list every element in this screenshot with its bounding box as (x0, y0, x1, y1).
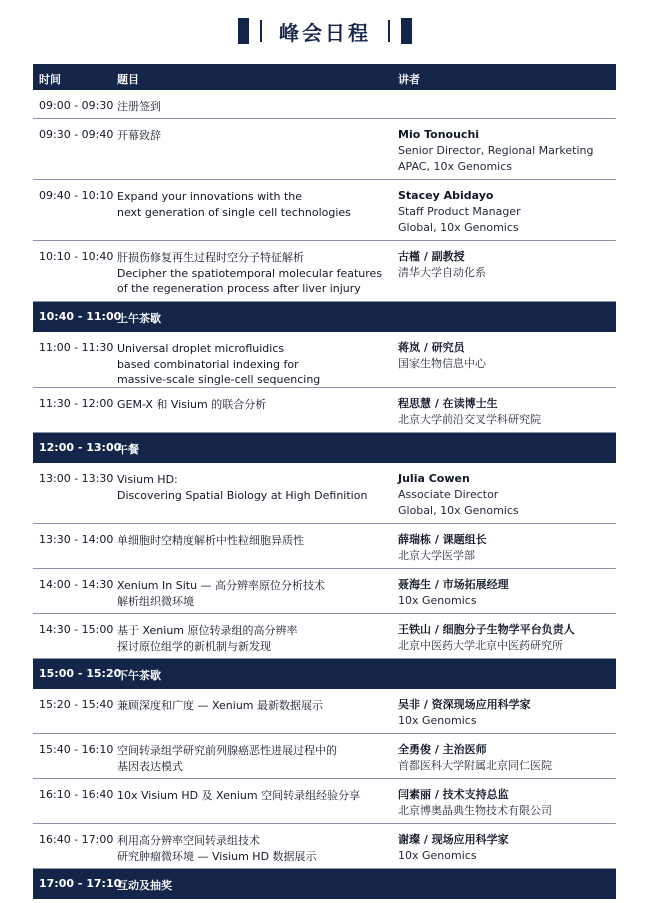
speaker-affiliation: 北京中医药大学北京中医药研究所 (398, 639, 563, 652)
speaker-cell (398, 188, 521, 236)
title-divider-left (260, 20, 262, 42)
session-time: 13:30 - 14:00 (39, 533, 114, 546)
speaker-cell (398, 622, 575, 654)
page-title-block (0, 16, 650, 46)
session-row (33, 779, 616, 824)
speaker-cell (398, 697, 531, 729)
session-time: 16:40 - 17:00 (39, 833, 114, 846)
speaker-affiliation: 10x Genomics (398, 849, 477, 862)
session-row (33, 180, 616, 241)
speaker-name: 全勇俊 / 主治医师 (398, 743, 487, 756)
session-row (33, 569, 616, 614)
page-title: 峰会日程 (279, 20, 371, 45)
speaker-cell (398, 340, 486, 372)
session-row (33, 119, 616, 180)
break-row (33, 302, 616, 332)
speaker-affiliation: 北京大学前沿交叉学科研究院 (398, 413, 541, 426)
session-topic: Expand your innovations with the next generation of single cell technologies (117, 190, 351, 219)
speaker-cell (398, 742, 552, 774)
speaker-affiliation: Staff Product Manager (398, 205, 521, 218)
speaker-affiliation: Global, 10x Genomics (398, 504, 519, 517)
speaker-name: 薛瑞栋 / 课题组长 (398, 533, 487, 546)
speaker-name: 王铁山 / 细胞分子生物学平台负责人 (398, 623, 575, 636)
session-topic: GEM-X 和 Visium 的联合分析 (117, 398, 267, 411)
speaker-name: Mio Tonouchi (398, 128, 480, 141)
session-topic: 肝损伤修复再生过程时空分子特征解析 Decipher the spatiotemporal molecular features of the regeneration process after liver injury (117, 251, 383, 295)
session-topic: 利用高分辨率空间转录组技术 研究肿瘤微环境 — Visium HD 数据展示 (117, 834, 317, 863)
session-topic: 开幕致辞 (117, 129, 161, 142)
speaker-cell (398, 787, 552, 819)
speaker-name: Stacey Abidayo (398, 189, 494, 202)
session-topic: 空间转录组学研究前列腺癌恶性进展过程中的 基因表达模式 (117, 744, 337, 773)
speaker-affiliation: 10x Genomics (398, 594, 477, 607)
speaker-cell (398, 127, 593, 175)
speaker-name: 古槿 / 副教授 (398, 250, 465, 263)
speaker-affiliation: Associate Director (398, 488, 499, 501)
title-bar-right (401, 18, 412, 44)
session-topic: Universal droplet microfluidics based combinatorial indexing for massive-scale single-cell sequencing (117, 342, 321, 386)
break-row (33, 659, 616, 689)
break-title: 互动及抽奖 (117, 879, 172, 892)
session-row (33, 824, 616, 869)
session-row (33, 463, 616, 524)
speaker-affiliation: 国家生物信息中心 (398, 357, 486, 370)
speaker-cell (398, 249, 486, 281)
break-time: 12:00 - 13:00 (39, 441, 122, 454)
speaker-name: 聂海生 / 市场拓展经理 (398, 578, 509, 591)
session-time: 10:10 - 10:40 (39, 250, 114, 263)
speaker-affiliation: Senior Director, Regional Marketing (398, 144, 594, 157)
session-time: 09:00 - 09:30 (39, 99, 114, 112)
break-title: 下午茶歇 (117, 669, 161, 682)
speaker-affiliation: 北京博奥晶典生物技术有限公司 (398, 804, 552, 817)
session-row (33, 524, 616, 569)
session-topic: 基于 Xenium 原位转录组的高分辨率 探讨原位组学的新机制与新发现 (117, 624, 298, 653)
break-title: 午餐 (117, 443, 139, 456)
session-time: 09:40 - 10:10 (39, 189, 114, 202)
table-header (33, 64, 616, 90)
agenda-table (33, 64, 616, 899)
speaker-name: Julia Cowen (398, 472, 470, 485)
agenda-rows (33, 90, 616, 899)
session-time: 11:30 - 12:00 (39, 397, 114, 410)
break-row (33, 433, 616, 463)
speaker-affiliation: APAC, 10x Genomics (398, 160, 513, 173)
speaker-name: 谢璨 / 现场应用科学家 (398, 833, 509, 846)
session-row (33, 734, 616, 779)
speaker-affiliation: 清华大学自动化系 (398, 266, 486, 279)
break-title: 上午茶歇 (117, 312, 161, 325)
header-speaker: 讲者 (398, 73, 420, 86)
session-time: 13:00 - 13:30 (39, 472, 114, 485)
session-row (33, 332, 616, 388)
header-time: 时间 (39, 73, 61, 86)
speaker-name: 吴非 / 资深现场应用科学家 (398, 698, 531, 711)
break-time: 15:00 - 15:20 (39, 667, 122, 680)
session-topic: Xenium In Situ — 高分辨率原位分析技术 解析组织微环境 (117, 579, 326, 608)
header-topic: 题目 (117, 73, 139, 86)
title-bar-left (238, 18, 249, 44)
session-topic: 10x Visium HD 及 Xenium 空间转录组经验分享 (117, 789, 361, 802)
speaker-affiliation: Global, 10x Genomics (398, 221, 519, 234)
speaker-name: 蒋岚 / 研究员 (398, 341, 465, 354)
session-time: 15:40 - 16:10 (39, 743, 114, 756)
speaker-cell (398, 396, 541, 428)
session-topic: 单细胞时空精度解析中性粒细胞异质性 (117, 534, 304, 547)
session-row (33, 614, 616, 659)
title-divider-right (388, 20, 390, 42)
session-time: 15:20 - 15:40 (39, 698, 114, 711)
session-row (33, 90, 616, 119)
session-time: 16:10 - 16:40 (39, 788, 114, 801)
speaker-cell (398, 832, 509, 864)
session-time: 11:00 - 11:30 (39, 341, 114, 354)
speaker-cell (398, 577, 509, 609)
break-time: 10:40 - 11:00 (39, 310, 122, 323)
speaker-affiliation: 首都医科大学附属北京同仁医院 (398, 759, 552, 772)
break-time: 17:00 - 17:10 (39, 877, 122, 890)
session-topic: Visium HD: Discovering Spatial Biology at High Definition (117, 473, 368, 502)
session-time: 14:30 - 15:00 (39, 623, 114, 636)
speaker-name: 闫素丽 / 技术支持总监 (398, 788, 509, 801)
speaker-name: 程思慧 / 在读博士生 (398, 397, 498, 410)
break-row (33, 869, 616, 899)
session-topic: 注册签到 (117, 100, 161, 113)
session-time: 09:30 - 09:40 (39, 128, 114, 141)
speaker-cell (398, 471, 519, 519)
session-row (33, 241, 616, 302)
speaker-cell (398, 532, 487, 564)
session-topic: 兼顾深度和广度 — Xenium 最新数据展示 (117, 699, 324, 712)
session-time: 14:00 - 14:30 (39, 578, 114, 591)
session-row (33, 388, 616, 433)
speaker-affiliation: 10x Genomics (398, 714, 477, 727)
session-row (33, 689, 616, 734)
speaker-affiliation: 北京大学医学部 (398, 549, 475, 562)
